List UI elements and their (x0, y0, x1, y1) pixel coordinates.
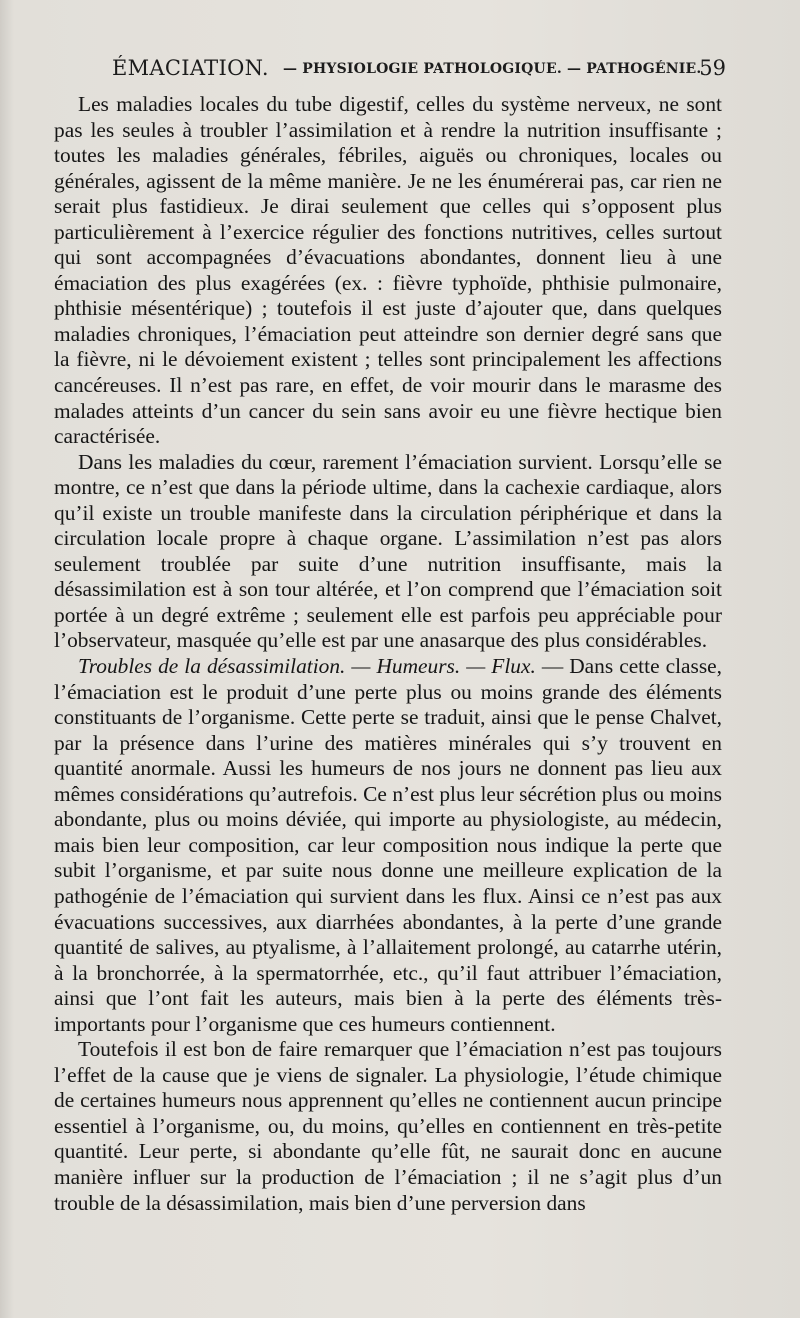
paragraph-1-text: Les maladies locales du tube digestif, celles du système nerveux, ne sont pas les seules à troubler l’assimilation et à rendre la nutrition insuffisante ; toutes les maladies générales, fébriles, aiguës ou chroniques, locales ou générales, agissent de la même manière. Je ne les énumérerai pas, car rien ne serait plus fastidieux. Je dirai seulement que celles qui s’opposent plus particulièrement à l’exercice régulier des fonctions nutritives, celles surtout qui sont accompagnées d’évacuations abondantes, donnent lieu à une émaciation des plus exagérées (ex. : fièvre typhoïde, phthisie pulmonaire, phthisie mésentérique) ; toutefois il est juste d’ajouter que, dans quelques maladies chroniques, l’émaciation peut atteindre son dernier degré sans que la fièvre, ni le dévoiement existent ; telles sont principalement les affections cancéreuses. Il n’est pas rare, en effet, de voir mourir dans le marasme des malades atteints d’un cancer du sein sans avoir eu une fièvre hectique bien caractérisée. (54, 92, 722, 449)
paragraph-4 (54, 1037, 722, 1216)
paragraph-2-text: Dans les maladies du cœur, rarement l’émaciation survient. Lorsqu’elle se montre, ce n’est que dans la période ultime, dans la cachexie cardiaque, alors qu’il existe un trouble manifeste dans la circulation périphérique et dans la circulation locale propre à chaque organe. L’assimilation n’est pas alors seulement troublée par suite d’une nutrition insuffisante, mais la désassimilation est à son tour altérée, et l’on comprend que l’émaciation soit portée à un degré extrême ; seulement elle est parfois peu appréciable pour l’observateur, masquée qu’elle est par une anasarque des plus considérables. (54, 449, 722, 653)
section-heading: Troubles de la désassimilation. — Humeurs. — Flux. (78, 654, 536, 679)
header-title: ÉMACIATION. (112, 56, 269, 80)
paragraph-4-text: Toutefois il est bon de faire remarquer que l’émaciation n’est pas toujours l’effet de la cause que je viens de signaler. La physiologie, l’étude chimique de certaines humeurs nous apprennent qu’elles ne contiennent aucun principe essentiel à l’organisme, ou, du moins, qu’elles en contiennent en très-petite quantité. Leur perte, si abondante qu’elle fût, ne saurait donc en aucune manière influer sur la production de l’émaciation ; il ne s’agit plus d’un trouble de la désassimilation, mais bien d’une perversion dans (54, 1037, 722, 1215)
paragraph-3 (54, 654, 722, 1037)
paragraph-3-text: — Dans cette classe, l’émaciation est le produit d’une perte plus ou moins grande des éléments constituants de l’organisme. Cette perte se traduit, ainsi que le pense Chalvet, par la présence dans l’urine des matières minérales qui s’y trouvent en quantité anormale. Aussi les humeurs de nos jours ne donnent pas lieu aux mêmes considérations qu’autrefois. Ce n’est plus leur sécrétion plus ou moins abondante, plus ou moins déviée, qui importe au physiologiste, au médecin, mais bien leur composition, car leur composition nous indique la perte que subit l’organisme, et par suite nous donne une meilleure explication de la pathogénie de l’émaciation qui survient dans les flux. Ainsi ce n’est pas aux évacuations successives, aux diarrhées abondantes, à la perte d’une grande quantité de salives, au ptyalisme, à l’allaitement prolongé, au catarrhe utérin, à la bronchorrée, à la spermatorrhée, etc., qu’il faut attribuer l’émaciation, ainsi que l’ont fait les auteurs, mais bien à la perte des éléments très-importants pour l’organisme que ces humeurs contiennent. (54, 654, 722, 1036)
header-subtitle: — PHYSIOLOGIE PATHOLOGIQUE. — PATHOGÉNIE. (283, 61, 702, 77)
paragraph-1 (54, 92, 722, 450)
body-text (54, 92, 722, 1216)
paragraph-2 (54, 450, 722, 654)
running-header (56, 56, 724, 86)
page-number: 59 (699, 56, 726, 80)
